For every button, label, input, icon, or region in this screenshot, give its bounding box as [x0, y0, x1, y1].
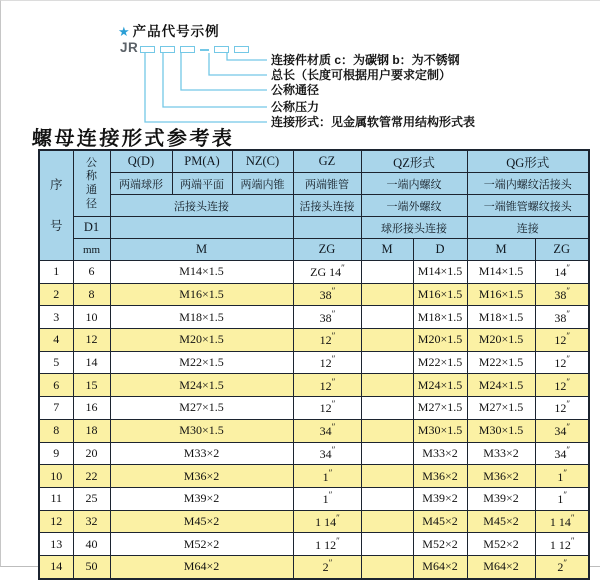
- cell-qz_d: M20×1.5: [413, 329, 467, 352]
- code-box: [214, 46, 229, 53]
- cell-qz_m: [361, 555, 413, 578]
- cell-qz_d: M18×1.5: [413, 306, 467, 329]
- cell-m: M24×1.5: [110, 374, 293, 397]
- cell-qg_m: M14×1.5: [467, 261, 535, 284]
- cell-qg_m: M30×1.5: [467, 419, 535, 442]
- cell-qz_m: [361, 442, 413, 465]
- table-row: [39, 465, 589, 488]
- header-gz-connect: 活接头连接: [293, 195, 361, 217]
- header-qg-thread: 一端锥管螺纹接头: [467, 195, 589, 217]
- diagram-label-material: 连接件材质 c：为碳钢 b：为不锈钢: [271, 53, 460, 67]
- cell-m: M52×2: [110, 533, 293, 556]
- cell-qg_zg: 34″: [535, 419, 589, 442]
- cell-qg_m: M64×2: [467, 555, 535, 578]
- header-nzc: NZ(C): [232, 150, 293, 173]
- header-qz-thread: 一端外螺纹: [361, 195, 467, 217]
- code-box: [160, 46, 175, 53]
- header-seq: 序 号: [39, 150, 73, 261]
- cell-seq: 14: [39, 555, 73, 578]
- cell-gz: 12″: [293, 329, 361, 352]
- cell-m: M14×1.5: [110, 261, 293, 284]
- cell-seq: 9: [39, 442, 73, 465]
- diagram-label-pressure: 公称压力: [271, 100, 320, 114]
- cell-qz_m: [361, 510, 413, 533]
- cell-seq: 1: [39, 261, 73, 284]
- header-qz-m-col: M: [361, 239, 413, 261]
- cell-qz_d: M22×1.5: [413, 351, 467, 374]
- header-pma-type: 两端平面: [172, 173, 232, 195]
- cell-gz: 12″: [293, 374, 361, 397]
- cell-qz_d: M39×2: [413, 487, 467, 510]
- cell-qg_zg: 12″: [535, 351, 589, 374]
- cell-qz_m: [361, 374, 413, 397]
- cell-dn: 25: [73, 487, 110, 510]
- cell-dn: 20: [73, 442, 110, 465]
- header-qg-connect: 连接: [467, 217, 589, 239]
- table-row: [39, 555, 589, 578]
- cell-qz_d: M27×1.5: [413, 397, 467, 420]
- table-row: [39, 419, 589, 442]
- code-dash: [200, 49, 209, 51]
- header-qz-d-col: D: [413, 239, 467, 261]
- cell-gz: 12″: [293, 397, 361, 420]
- cell-qg_m: M16×1.5: [467, 283, 535, 306]
- cell-qg_zg: 1″: [535, 487, 589, 510]
- table-row: [39, 306, 589, 329]
- cell-qg_zg: 12″: [535, 397, 589, 420]
- cell-qg_zg: 2″: [535, 555, 589, 578]
- cell-gz: ZG 14″: [293, 261, 361, 284]
- cell-qz_m: [361, 329, 413, 352]
- header-qg: QG形式: [467, 150, 589, 173]
- cell-qz_d: M24×1.5: [413, 374, 467, 397]
- cell-qz_m: [361, 397, 413, 420]
- cell-dn: 16: [73, 397, 110, 420]
- table-body: [39, 261, 589, 579]
- cell-qg_zg: 38″: [535, 306, 589, 329]
- header-qz-type: 一端内螺纹: [361, 173, 467, 195]
- cell-seq: 4: [39, 329, 73, 352]
- diagram-label-length: 总长（长度可根据用户要求定制）: [271, 68, 452, 82]
- diagram-label-diameter: 公称通径: [271, 83, 320, 97]
- cell-qz_m: [361, 465, 413, 488]
- header-blank-union: [110, 217, 293, 239]
- header-nzc-type: 两端内锥: [232, 173, 293, 195]
- header-blank-gz: [293, 217, 361, 239]
- cell-qg_m: M18×1.5: [467, 306, 535, 329]
- cell-m: M36×2: [110, 465, 293, 488]
- cell-m: M27×1.5: [110, 397, 293, 420]
- cell-seq: 11: [39, 487, 73, 510]
- header-union-connect: 活接头连接: [110, 195, 293, 217]
- cell-gz: 1″: [293, 487, 361, 510]
- header-m-col: M: [110, 239, 293, 261]
- cell-qz_d: M33×2: [413, 442, 467, 465]
- table-row: [39, 533, 589, 556]
- cell-m: M18×1.5: [110, 306, 293, 329]
- cell-qg_m: M24×1.5: [467, 374, 535, 397]
- header-qz-ball-connect: 球形接头连接: [361, 217, 467, 239]
- header-qz: QZ形式: [361, 150, 467, 173]
- cell-gz: 1 12″: [293, 533, 361, 556]
- cell-m: M45×2: [110, 510, 293, 533]
- table-row: [39, 374, 589, 397]
- cell-gz: 12″: [293, 351, 361, 374]
- cell-qg_m: M33×2: [467, 442, 535, 465]
- cell-qg_m: M39×2: [467, 487, 535, 510]
- header-d1: D1: [73, 217, 110, 239]
- header-gz: GZ: [293, 150, 361, 173]
- cell-qz_d: M64×2: [413, 555, 467, 578]
- cell-seq: 3: [39, 306, 73, 329]
- cell-seq: 2: [39, 283, 73, 306]
- cell-qg_m: M52×2: [467, 533, 535, 556]
- cell-gz: 38″: [293, 306, 361, 329]
- cell-m: M16×1.5: [110, 283, 293, 306]
- header-qg-m-col: M: [467, 239, 535, 261]
- header-qd: Q(D): [110, 150, 172, 173]
- cell-seq: 6: [39, 374, 73, 397]
- cell-qz_m: [361, 261, 413, 284]
- cell-seq: 5: [39, 351, 73, 374]
- cell-dn: 50: [73, 555, 110, 578]
- cell-gz: 34″: [293, 442, 361, 465]
- cell-qz_d: M14×1.5: [413, 261, 467, 284]
- header-zg-col: ZG: [293, 239, 361, 261]
- cell-qz_m: [361, 533, 413, 556]
- table-row: [39, 487, 589, 510]
- diagram-label-connection: 连接形式：见金属软管常用结构形式表: [271, 115, 476, 129]
- cell-dn: 12: [73, 329, 110, 352]
- cell-qg_m: M45×2: [467, 510, 535, 533]
- nut-connection-table: [38, 149, 590, 580]
- table-row: [39, 329, 589, 352]
- cell-seq: 13: [39, 533, 73, 556]
- table-row: [39, 283, 589, 306]
- cell-dn: 8: [73, 283, 110, 306]
- cell-gz: 34″: [293, 419, 361, 442]
- cell-dn: 15: [73, 374, 110, 397]
- cell-dn: 40: [73, 533, 110, 556]
- cell-qg_zg: 1″: [535, 465, 589, 488]
- code-prefix: JR: [120, 40, 139, 55]
- cell-qg_zg: 34″: [535, 442, 589, 465]
- cell-m: M30×1.5: [110, 419, 293, 442]
- cell-m: M39×2: [110, 487, 293, 510]
- cell-dn: 6: [73, 261, 110, 284]
- code-box: [140, 46, 155, 53]
- star-icon: ★: [118, 24, 131, 39]
- cell-qz_m: [361, 487, 413, 510]
- cell-seq: 7: [39, 397, 73, 420]
- header-mm: mm: [73, 239, 110, 261]
- cell-m: M64×2: [110, 555, 293, 578]
- cell-qz_m: [361, 306, 413, 329]
- cell-qg_zg: 1 12″: [535, 533, 589, 556]
- header-qd-type: 两端球形: [110, 173, 172, 195]
- code-box: [180, 46, 195, 53]
- cell-gz: 1″: [293, 465, 361, 488]
- cell-gz: 2″: [293, 555, 361, 578]
- cell-dn: 32: [73, 510, 110, 533]
- example-title-text: 产品代号示例: [132, 24, 220, 39]
- cell-qz_d: M45×2: [413, 510, 467, 533]
- header-pma: PM(A): [172, 150, 232, 173]
- table-row: [39, 351, 589, 374]
- cell-dn: 14: [73, 351, 110, 374]
- cell-qz_d: M16×1.5: [413, 283, 467, 306]
- cell-dn: 10: [73, 306, 110, 329]
- cell-qg_zg: 12″: [535, 374, 589, 397]
- table-title: 螺母连接形式参考表: [31, 126, 236, 150]
- header-qg-type: 一端内螺纹活接头: [467, 173, 589, 195]
- cell-qg_zg: 12″: [535, 329, 589, 352]
- cell-gz: 1 14″: [293, 510, 361, 533]
- cell-qz_d: M36×2: [413, 465, 467, 488]
- product-code-example-title: [118, 20, 220, 40]
- header-dn: 公 称 通 径: [73, 150, 110, 217]
- cell-qz_m: [361, 283, 413, 306]
- cell-qz_d: M52×2: [413, 533, 467, 556]
- cell-qg_zg: 14″: [535, 261, 589, 284]
- cell-qz_m: [361, 419, 413, 442]
- cell-qz_m: [361, 351, 413, 374]
- cell-qg_m: M20×1.5: [467, 329, 535, 352]
- header-gz-type: 两端锥管: [293, 173, 361, 195]
- cell-dn: 22: [73, 465, 110, 488]
- cell-gz: 38″: [293, 283, 361, 306]
- code-boxes: [140, 46, 254, 53]
- table-row: [39, 510, 589, 533]
- code-box: [234, 46, 249, 53]
- cell-m: M20×1.5: [110, 329, 293, 352]
- cell-m: M33×2: [110, 442, 293, 465]
- cell-qg_zg: 1 14″: [535, 510, 589, 533]
- cell-qz_d: M30×1.5: [413, 419, 467, 442]
- header-qg-zg-col: ZG: [535, 239, 589, 261]
- cell-qg_m: M22×1.5: [467, 351, 535, 374]
- cell-seq: 10: [39, 465, 73, 488]
- cell-m: M22×1.5: [110, 351, 293, 374]
- table-row: [39, 397, 589, 420]
- cell-dn: 18: [73, 419, 110, 442]
- table-row: [39, 261, 589, 284]
- cell-qg_m: M36×2: [467, 465, 535, 488]
- cell-qg_zg: 38″: [535, 283, 589, 306]
- cell-seq: 12: [39, 510, 73, 533]
- cell-qg_m: M27×1.5: [467, 397, 535, 420]
- table-row: [39, 442, 589, 465]
- cell-seq: 8: [39, 419, 73, 442]
